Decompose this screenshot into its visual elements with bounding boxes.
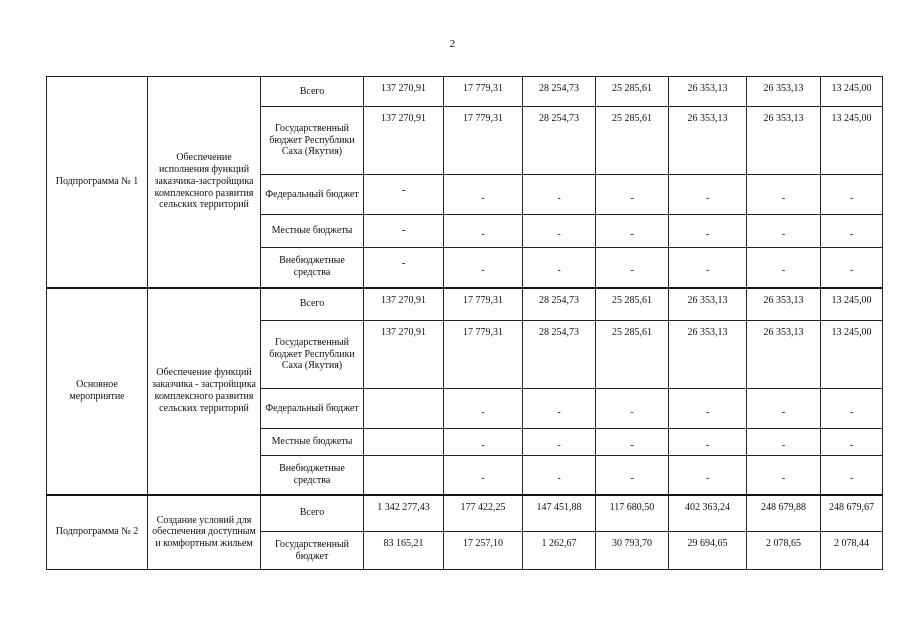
year-value-cell: - [669,248,747,288]
funding-source-cell: Федеральный бюджет [261,389,364,429]
year-value-cell: - [444,215,523,248]
total-value-cell: 137 270,91 [364,288,444,321]
program-cell: Основное мероприятие [47,288,148,495]
total-value-cell: - [364,248,444,288]
year-value-cell: - [747,389,821,429]
year-value-cell: 1 262,67 [523,532,596,570]
year-value-cell: 117 680,50 [596,495,669,532]
year-value-cell: 25 285,61 [596,288,669,321]
year-value-cell: 17 779,31 [444,288,523,321]
year-value-cell: - [523,429,596,456]
year-value-cell: - [523,389,596,429]
total-value-cell: 83 165,21 [364,532,444,570]
year-value-cell: 13 245,00 [821,77,883,107]
year-value-cell: - [596,215,669,248]
year-value-cell: 17 257,10 [444,532,523,570]
year-value-cell: 26 353,13 [669,77,747,107]
year-value-cell: 26 353,13 [747,288,821,321]
year-value-cell: 13 245,00 [821,321,883,389]
year-value-cell: - [821,429,883,456]
year-value-cell: 2 078,44 [821,532,883,570]
year-value-cell: 26 353,13 [669,107,747,175]
year-value-cell: - [596,389,669,429]
year-value-cell: - [669,389,747,429]
year-value-cell: - [669,215,747,248]
year-value-cell: 26 353,13 [747,77,821,107]
year-value-cell: - [669,175,747,215]
table-row [47,495,883,532]
funding-source-cell: Государственный бюджет Республики Саха (Якутия) [261,107,364,175]
year-value-cell: - [596,456,669,495]
year-value-cell: - [596,248,669,288]
funding-source-cell: Внебюджетные средства [261,456,364,495]
funding-source-cell: Внебюджетные средства [261,248,364,288]
funding-source-cell: Всего [261,495,364,532]
funding-source-cell: Местные бюджеты [261,429,364,456]
year-value-cell: - [444,389,523,429]
total-value-cell: 137 270,91 [364,77,444,107]
year-value-cell: - [669,429,747,456]
funding-source-cell: Местные бюджеты [261,215,364,248]
year-value-cell: - [596,175,669,215]
year-value-cell: - [444,456,523,495]
year-value-cell: - [747,175,821,215]
year-value-cell: - [747,215,821,248]
total-value-cell: - [364,175,444,215]
total-value-cell: - [364,215,444,248]
year-value-cell: - [821,248,883,288]
total-value-cell [364,389,444,429]
year-value-cell: 25 285,61 [596,77,669,107]
year-value-cell: 25 285,61 [596,321,669,389]
year-value-cell: 2 078,65 [747,532,821,570]
total-value-cell: 137 270,91 [364,321,444,389]
year-value-cell: - [821,215,883,248]
year-value-cell: 248 679,67 [821,495,883,532]
year-value-cell: - [523,248,596,288]
year-value-cell: 26 353,13 [669,321,747,389]
page-number: 2 [449,38,456,50]
table-row [47,288,883,321]
year-value-cell: 17 779,31 [444,107,523,175]
total-value-cell: 1 342 277,43 [364,495,444,532]
year-value-cell: 26 353,13 [669,288,747,321]
year-value-cell: - [444,429,523,456]
year-value-cell: - [523,456,596,495]
year-value-cell: 26 353,13 [747,107,821,175]
program-cell: Подпрограмма № 2 [47,495,148,570]
funding-source-cell: Федеральный бюджет [261,175,364,215]
funding-source-cell: Государственный бюджет [261,532,364,570]
year-value-cell: - [747,456,821,495]
year-value-cell: 29 694,65 [669,532,747,570]
budget-table [46,76,883,570]
year-value-cell: 13 245,00 [821,288,883,321]
program-name-cell: Обеспечение исполнения функций заказчика-застройщика комплексного развития сельских территорий [148,77,261,288]
year-value-cell: 177 422,25 [444,495,523,532]
year-value-cell: - [821,389,883,429]
year-value-cell: - [747,429,821,456]
program-name-cell: Создание условий для обеспечения доступным и комфортным жильем [148,495,261,570]
year-value-cell: - [747,248,821,288]
year-value-cell: 28 254,73 [523,107,596,175]
year-value-cell: 13 245,00 [821,107,883,175]
year-value-cell: - [821,175,883,215]
year-value-cell: 26 353,13 [747,321,821,389]
year-value-cell: - [444,248,523,288]
year-value-cell: 147 451,88 [523,495,596,532]
program-cell: Подпрограмма № 1 [47,77,148,288]
year-value-cell: 25 285,61 [596,107,669,175]
total-value-cell: 137 270,91 [364,107,444,175]
year-value-cell: - [669,456,747,495]
year-value-cell: - [444,175,523,215]
year-value-cell: 30 793,70 [596,532,669,570]
total-value-cell [364,456,444,495]
total-value-cell [364,429,444,456]
year-value-cell: 28 254,73 [523,321,596,389]
funding-source-cell: Всего [261,77,364,107]
year-value-cell: 28 254,73 [523,77,596,107]
year-value-cell: 248 679,88 [747,495,821,532]
year-value-cell: 28 254,73 [523,288,596,321]
year-value-cell: 17 779,31 [444,77,523,107]
year-value-cell: 17 779,31 [444,321,523,389]
year-value-cell: - [523,215,596,248]
year-value-cell: - [523,175,596,215]
year-value-cell: - [596,429,669,456]
table-row [47,77,883,107]
year-value-cell: 402 363,24 [669,495,747,532]
year-value-cell: - [821,456,883,495]
program-name-cell: Обеспечение функций заказчика - застройщика комплексного развития сельских территорий [148,288,261,495]
budget-table-body [47,77,883,570]
funding-source-cell: Всего [261,288,364,321]
funding-source-cell: Государственный бюджет Республики Саха (Якутия) [261,321,364,389]
